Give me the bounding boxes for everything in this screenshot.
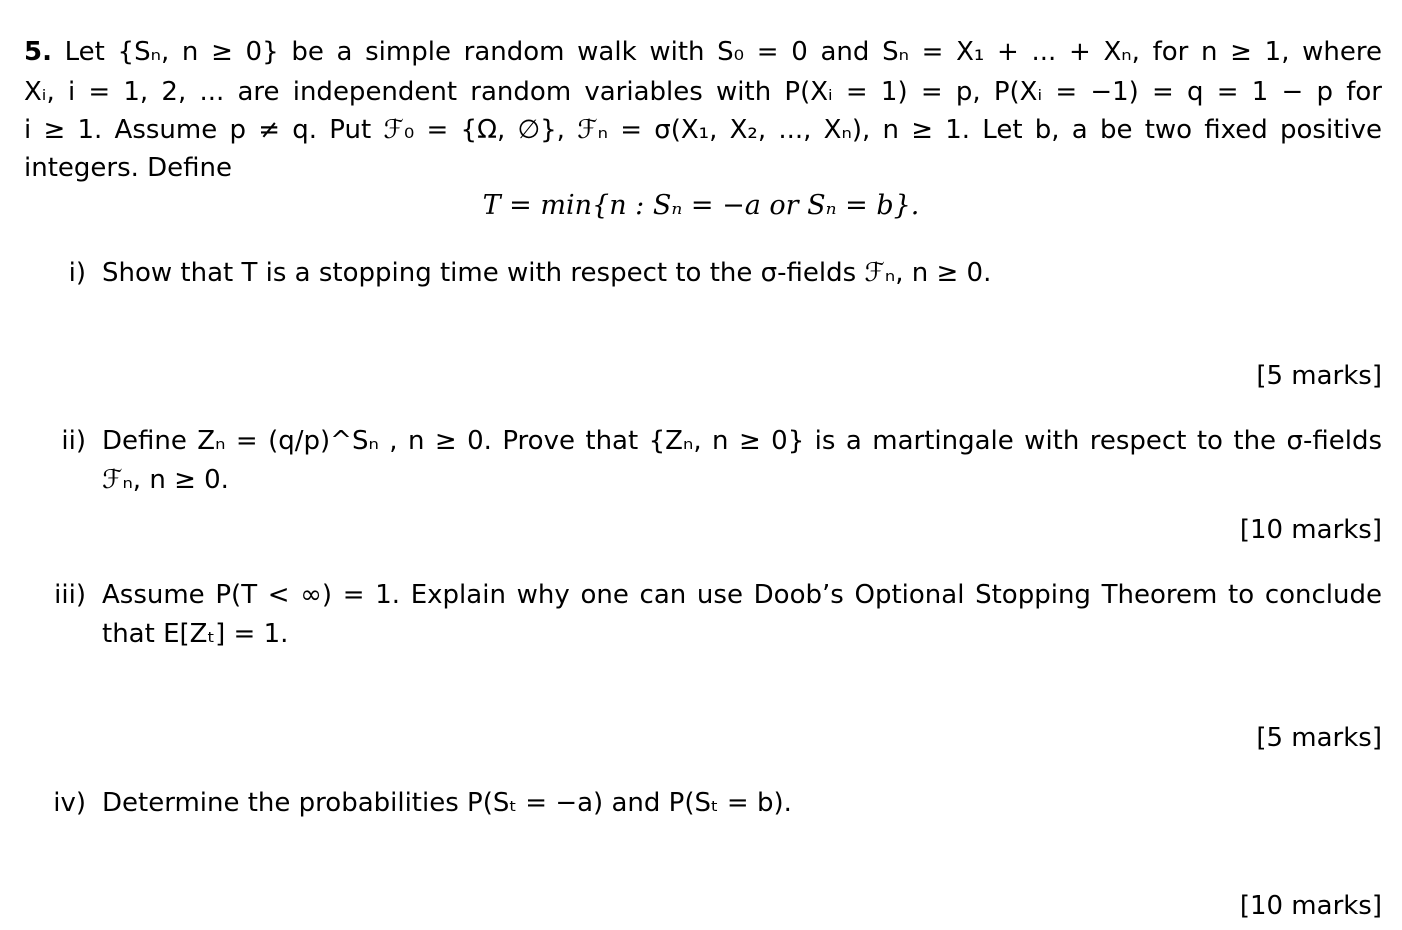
intro-text-4: integers. Define <box>24 153 233 183</box>
part-ii-marks: [10 marks] <box>1239 515 1382 545</box>
intro-text-2: Xᵢ, i = 1, 2, ... are independent random variables with P(Xᵢ = 1) = p, P(Xᵢ = −1) = q = 1 − p for <box>24 77 1382 107</box>
part-ii-text-2: ℱₙ, n ≥ 0. <box>102 465 229 495</box>
part-ii-label: ii) <box>61 426 86 456</box>
definition-equation <box>0 188 1402 224</box>
part-ii-text-1: Define Zₙ = (q/p)^Sₙ , n ≥ 0. Prove that {Zₙ, n ≥ 0} is a martingale with respect to the σ-fields <box>102 426 1382 456</box>
definition-text: T = min{n : Sₙ = −a or Sₙ = b}. <box>482 190 920 221</box>
intro-line-1 <box>24 34 1382 70</box>
part-iv-text: Determine the probabilities P(Sₜ = −a) and P(Sₜ = b). <box>102 788 792 818</box>
part-iii-label: iii) <box>54 580 86 610</box>
intro-line-3 <box>24 112 1382 148</box>
part-i-text: Show that T is a stopping time with respect to the σ-fields ℱₙ, n ≥ 0. <box>102 258 992 288</box>
intro-text-1: Let {Sₙ, n ≥ 0} be a simple random walk with S₀ = 0 and Sₙ = X₁ + ... + Xₙ, for n ≥ 1, where <box>64 37 1382 67</box>
part-iv-label: iv) <box>53 788 86 818</box>
problem-number: 5. <box>24 37 52 67</box>
part-i-marks: [5 marks] <box>1256 361 1382 391</box>
intro-line-2 <box>24 74 1382 110</box>
intro-text-3: i ≥ 1. Assume p ≠ q. Put ℱ₀ = {Ω, ∅}, ℱₙ = σ(X₁, X₂, ..., Xₙ), n ≥ 1. Let b, a be two fixed positive <box>24 115 1382 145</box>
part-iii-text-1: Assume P(T < ∞) = 1. Explain why one can use Doob’s Optional Stopping Theorem to conclude <box>102 580 1382 610</box>
part-iv-marks: [10 marks] <box>1239 891 1382 921</box>
intro-line-4 <box>24 150 1382 186</box>
part-i-label: i) <box>68 258 86 288</box>
part-iii-marks: [5 marks] <box>1256 723 1382 753</box>
part-iii-text-2: that E[Zₜ] = 1. <box>102 619 289 649</box>
